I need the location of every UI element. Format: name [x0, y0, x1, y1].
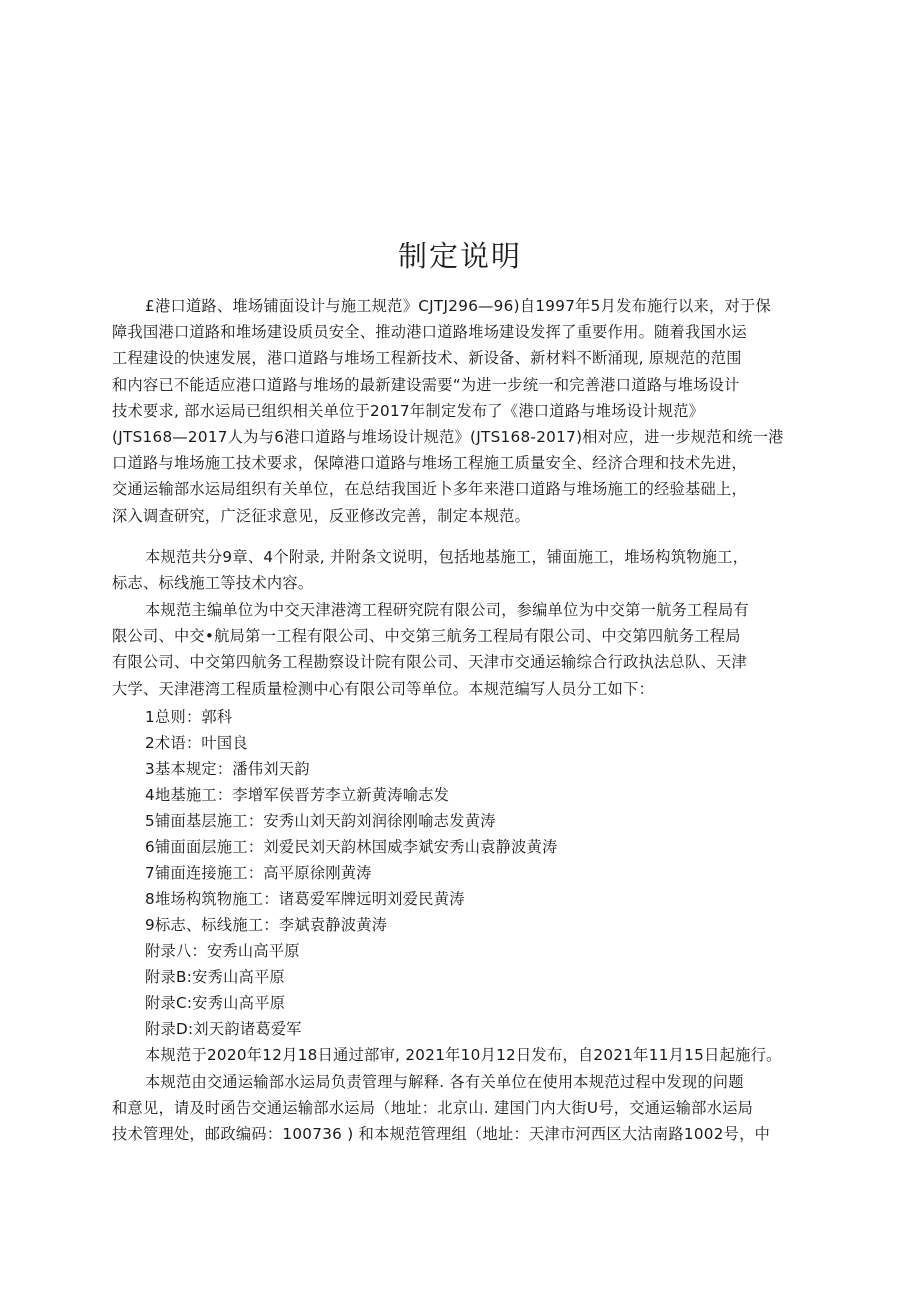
- assignment-item: 4地基施工：李增军侯晋芳李立新黄涛喻志发: [145, 786, 450, 804]
- approval-dates: 本规范于2020年12月18日通过部审, 2021年10月12日发布，自2021年11月15日起施行。: [145, 1046, 782, 1064]
- units-paragraph: [112, 597, 812, 702]
- text-line: 技术要求, 部水运局已组织相关单位于2017年制定发布了《港口道路与堆场设计规范》: [112, 401, 705, 420]
- assignment-item: 9标志、标线施工：李斌袁静波黄涛: [145, 916, 388, 934]
- text-line: 有限公司、中交第四航务工程勘察设计院有限公司、天津市交通运输综合行政执法总队、天津: [112, 653, 747, 672]
- text-line: 限公司、中交•航局第一工程有限公司、中交第三航务工程局有限公司、中交第四航务工程局: [112, 627, 741, 646]
- assignment-item: 5铺面基层施工：安秀山刘天韵刘润徐刚喻志发黄涛: [145, 812, 496, 830]
- assignment-item: 1总则：郭科: [145, 708, 233, 726]
- text-line: 和内容已不能适应港口道路与堆场的最新建设需要“为进一步统一和完善港口道路与堆场设计: [112, 375, 740, 394]
- text-line: 障我国港口道路和堆场建设质员安全、推动港口道路堆场建设发挥了重要作用。随着我国水运: [112, 323, 747, 342]
- text-line: 工程建设的快速发展，港口道路与堆场工程新技术、新设备、新材料不断涌现, 原规范的范围: [112, 349, 742, 368]
- intro-paragraph: [112, 293, 812, 529]
- text-line: 口道路与堆场施工技术要求，保障港口道路与堆场工程施工质量安全、经济合理和技术先进，: [112, 454, 747, 473]
- text-line: 深入调查研究，广泛征求意见，反亚修改完善，制定本规范。: [112, 506, 531, 525]
- assignment-item: 3基本规定：潘伟刘天韵: [145, 760, 310, 778]
- structure-paragraph: [112, 544, 812, 596]
- text-line: 交通运输部水运局组织有关单位，在总结我国近卜多年来港口道路与堆场施工的经验基础上，: [112, 480, 747, 499]
- text-line: 大学、天津港湾工程质量检测中心有限公司等单位。本规范编写人员分工如下：: [112, 679, 655, 698]
- text-line: 技术管理处，邮政编码：100736 ) 和本规范管理组（地址：天津市河西区大沽南路1002号，中: [112, 1125, 771, 1144]
- assignment-item: 2术语：叶国良: [145, 734, 248, 752]
- text-line: 本规范由交通运输部水运局负责管理与解释. 各有关单位在使用本规范过程中发现的问题: [145, 1073, 744, 1091]
- text-line: £港口道路、堆场铺面设计与施工规范》CJTJ296—96)自1997年5月发布施行以来，对于保: [145, 297, 771, 315]
- text-line: 标志、标线施工等技术内容。: [112, 574, 314, 593]
- text-line: 本规范共分9章、4个附录, 并附条文说明，包括地基施工，铺面施工，堆场构筑物施工，: [145, 548, 749, 566]
- assignment-item: 8堆场构筑物施工：诸葛爱军牌远明刘爱民黄涛: [145, 890, 465, 908]
- assignment-item: 7铺面连接施工：高平原徐刚黄涛: [145, 864, 372, 882]
- text-line: 本规范主编单位为中交天津港湾工程研究院有限公司，参编单位为中交第一航务工程局有: [145, 601, 750, 619]
- management-paragraph: [112, 1069, 812, 1148]
- page-title: 制定说明: [397, 239, 522, 273]
- assignment-item: 附录八：安秀山高平原: [145, 942, 300, 960]
- text-line: (JTS168—2017人为与6港口道路与堆场设计规范》(JTS168-2017)相对应，进一步规范和统一港: [112, 428, 784, 447]
- text-line: 和意见，请及时函告交通运输部水运局（地址：北京山. 建国门内大街U号，交通运输部水运局: [112, 1099, 754, 1118]
- assignment-item: 附录B:安秀山高平原: [145, 968, 286, 986]
- assignment-item: 6铺面面层施工：刘爱民刘天韵林国威李斌安秀山袁静波黄涛: [145, 838, 558, 856]
- assignment-item: 附录C:安秀山高平原: [145, 994, 286, 1012]
- assignment-item: 附录D:刘天韵诸葛爱军: [145, 1020, 302, 1038]
